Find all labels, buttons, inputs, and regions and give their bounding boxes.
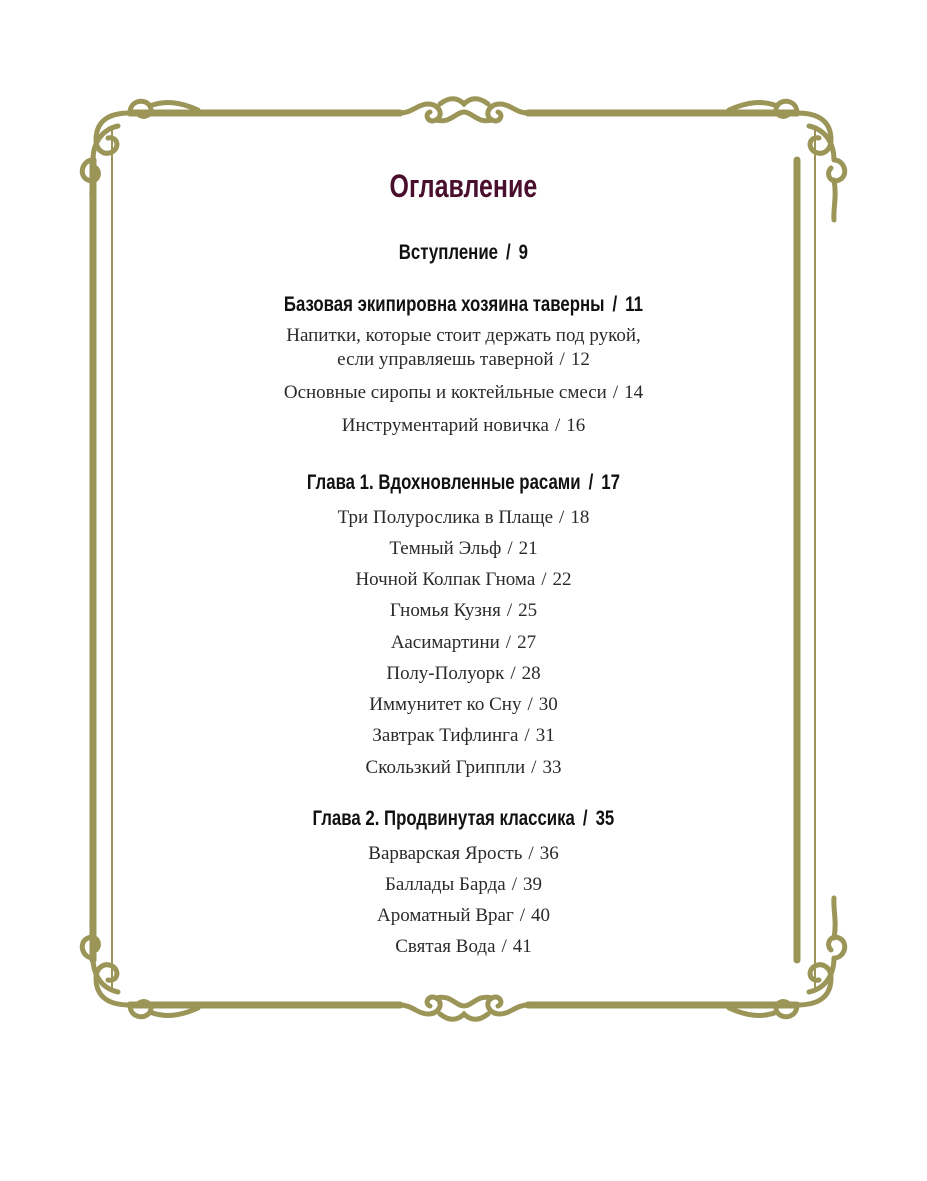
bottom-center-flourish [400,997,528,1019]
entry-page-number: 30 [538,694,558,715]
toc-entry-continuation[interactable] [0,348,927,372]
section-title: Глава 2. Продвинутая классика [312,807,575,830]
separator: / [505,632,512,653]
entry-page-number: 39 [523,874,543,895]
toc-entry[interactable] [0,537,927,561]
entry-page-number: 14 [624,382,644,403]
section-title: Глава 1. Вдохновленные расами [306,471,581,494]
toc-entry[interactable] [0,414,927,438]
toc-section-heading[interactable] [93,806,835,832]
toc-entry[interactable] [0,756,927,780]
entry-page-number: 21 [518,538,538,559]
entry-page-number: 40 [531,905,551,926]
entry-page-number: 41 [512,936,532,957]
toc-entry[interactable] [0,693,927,717]
separator: / [511,874,518,895]
separator: / [612,293,618,316]
entry-title: Ночной Колпак Гнома [355,569,536,590]
entry-title: Напитки, которые стоит держать под рукой, [286,325,641,346]
entry-title-continuation: если управляешь таверной [337,349,554,370]
separator: / [510,663,516,684]
separator: / [559,507,565,528]
section-page-number: 9 [518,241,529,264]
flourish-scroll [400,99,528,121]
separator: / [588,471,594,494]
page-title: Оглавление [389,168,538,204]
toc-entry[interactable] [0,935,927,959]
entry-page-number: 25 [518,600,538,621]
separator: / [519,905,526,926]
entry-page-number: 16 [566,415,586,436]
section-page-number: 11 [625,293,643,316]
entry-title: Варварская Ярость [368,843,523,864]
entry-page-number: 28 [521,663,541,684]
toc-entry[interactable] [0,662,927,686]
separator: / [528,843,534,864]
entry-page-number: 33 [542,757,562,778]
entry-title: Инструментарий новичка [341,415,549,436]
toc-entry[interactable] [0,873,927,897]
entry-page-number: 36 [539,843,559,864]
entry-title: Иммунитет ко Сну [369,694,522,715]
separator: / [506,241,511,264]
toc-section-heading[interactable] [93,240,835,266]
entry-page-number: 12 [570,349,590,370]
entry-page-number: 31 [535,725,555,746]
section-page-number: 17 [601,471,620,494]
entry-page-number: 18 [570,507,590,528]
separator: / [506,600,513,621]
separator: / [524,725,530,746]
entry-title: Скользкий Гриппли [365,757,526,778]
toc-entry[interactable] [0,599,927,623]
toc-section-heading[interactable] [93,292,835,318]
section-title: Вступление [398,241,498,264]
separator: / [507,538,513,559]
separator: / [582,807,588,830]
separator: / [527,694,533,715]
entry-title: Аасимартини [390,632,500,653]
toc-entry[interactable] [0,568,927,592]
entry-title: Три Полурослика в Плаще [337,507,554,528]
separator: / [531,757,537,778]
toc-entry[interactable] [0,631,927,655]
toc-entry[interactable] [0,506,927,530]
separator: / [501,936,507,957]
entry-title: Основные сиропы и коктейльные смеси [283,382,607,403]
separator: / [559,349,565,370]
toc-entry[interactable] [0,904,927,928]
entry-title: Баллады Барда [384,874,506,895]
separator: / [541,569,547,590]
toc-entry[interactable] [0,324,927,348]
entry-title: Святая Вода [395,936,496,957]
toc-entry[interactable] [0,842,927,866]
separator: / [555,415,561,436]
flourish-scroll [400,997,528,1019]
toc-section-heading[interactable] [93,470,835,496]
section-title: Базовая экипировна хозяина таверны [283,293,605,316]
entry-page-number: 22 [552,569,572,590]
section-page-number: 35 [595,807,615,830]
toc-entry[interactable] [0,724,927,748]
entry-title: Гномья Кузня [389,600,501,621]
entry-page-number: 27 [517,632,537,653]
entry-title: Полу-Полуорк [386,663,505,684]
toc-entry[interactable] [0,381,927,405]
entry-title: Ароматный Враг [376,905,514,926]
entry-title: Завтрак Тифлинга [372,725,519,746]
entry-title: Темный Эльф [389,538,502,559]
top-center-flourish [400,99,528,121]
separator: / [612,382,619,403]
